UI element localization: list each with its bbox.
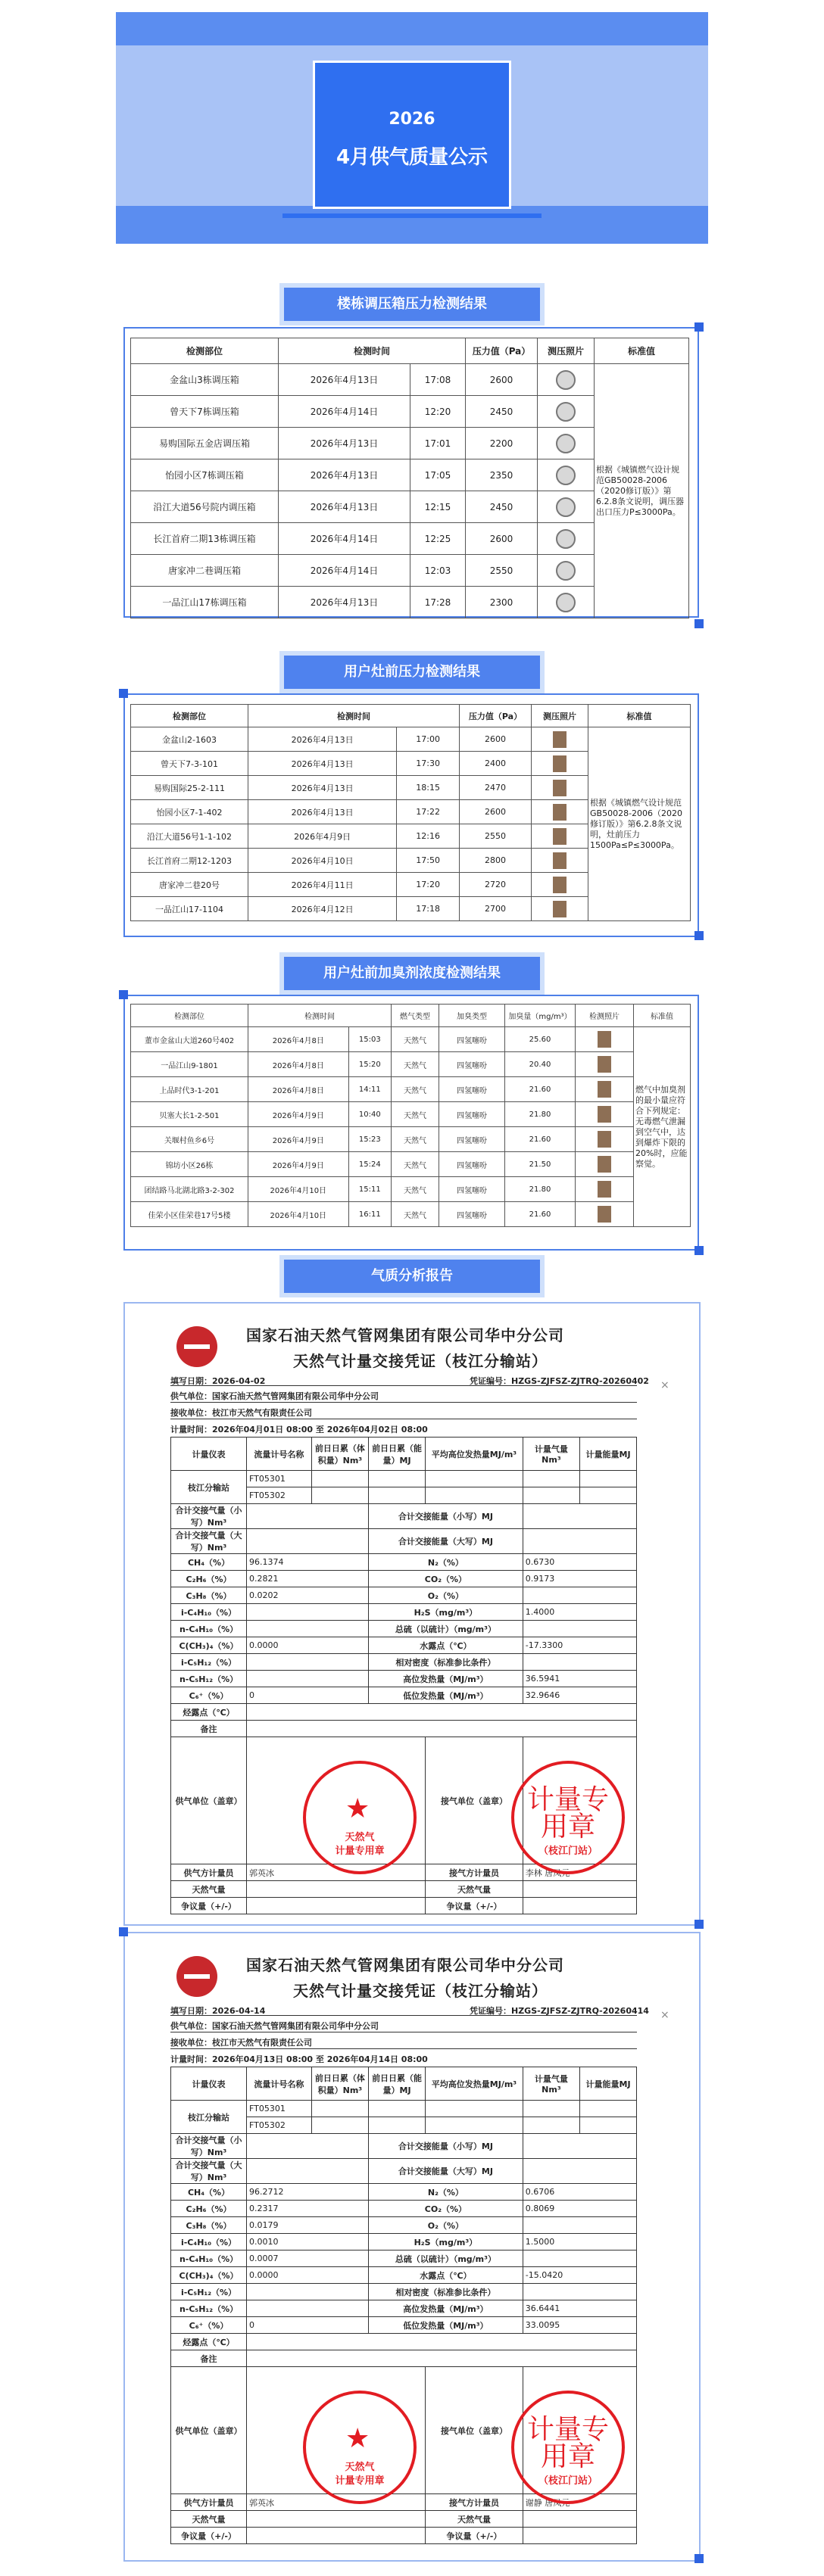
receiver-value: 枝江市天然气有限责任公司	[212, 1408, 312, 1418]
star-icon: ★	[345, 2423, 370, 2454]
stove-pressure-table	[130, 704, 691, 921]
gauge-photo	[556, 370, 576, 390]
cert-title: 天然气计量交接凭证（枝江分输站）	[293, 1982, 548, 2000]
banner	[116, 12, 708, 244]
table-row: 长江首府二期12-1203 2026年4月10日 17:50 2800	[131, 849, 691, 873]
col-header: 测压照片	[532, 705, 588, 727]
section-heading-regulator: 楼栋调压箱压力检测结果	[284, 288, 540, 321]
photo-thumbnail	[553, 755, 566, 772]
banner-strip	[282, 213, 542, 218]
table-row: 上品时代3-1-201 2026年4月8日 14:11 天然气 四氢噻吩 21.60	[131, 1077, 691, 1102]
table-row: 董市金盆山大道260号402 2026年4月8日 15:03 天然气 四氢噻吩 25.60 燃气中加臭剂的最小量应符合下列规定：无毒燃气泄漏到空气中，达到爆炸下限的20%时，应能察觉。	[131, 1027, 691, 1052]
standard-note: 燃气中加臭剂的最小量应符合下列规定：无毒燃气泄漏到空气中，达到爆炸下限的20%时，应能察觉。	[634, 1027, 691, 1227]
gauge-photo	[556, 497, 576, 517]
photo-thumbnail	[553, 852, 566, 869]
cert-company: 国家石油天然气管网集团有限公司华中分公司	[246, 1326, 564, 1344]
col-header: 测压照片	[538, 338, 595, 364]
divider	[170, 2048, 637, 2049]
section-heading-gas-analysis: 气质分析报告	[284, 1260, 540, 1293]
table-row: 团结路马北湖北路3-2-302 2026年4月10日 15:11 天然气 四氢噻吩 21.80	[131, 1177, 691, 1202]
table-row: 长江首府二期13栋调压箱 2026年4月14日 12:25 2600	[131, 523, 689, 555]
table-row: 怡园小区7-1-402 2026年4月13日 17:22 2600	[131, 800, 691, 824]
gauge-photo	[556, 561, 576, 581]
cert-code: 凭证编号：HZGS-ZJFSZ-ZJTRQ-20260402	[470, 1376, 649, 1386]
photo-thumbnail	[598, 1131, 611, 1148]
star-icon: ★	[345, 1793, 370, 1824]
table-row: 贝塞大长1-2-501 2026年4月9日 10:40 天然气 四氢噻吩 21.80	[131, 1102, 691, 1127]
table-row: 一品江山17-1104 2026年4月12日 17:18 2700	[131, 897, 691, 921]
col-header: 标准值	[595, 338, 689, 364]
col-header: 标准值	[588, 705, 691, 727]
cert-period: 计量时间：2026年04月01日 08:00 至 2026年04月02日 08:00	[170, 1425, 428, 1434]
col-header: 加臭量（mg/m³）	[505, 1005, 576, 1027]
photo-thumbnail	[553, 780, 566, 796]
col-header: 检测时间	[248, 1005, 392, 1027]
table-row: 关堰村鱼乡6号 2026年4月9日 15:23 天然气 四氢噻吩 21.60	[131, 1127, 691, 1152]
photo-thumbnail	[598, 1156, 611, 1173]
photo-thumbnail	[598, 1206, 611, 1223]
gauge-photo	[556, 434, 576, 453]
corner-square	[694, 2554, 704, 2563]
corner-square	[119, 1927, 128, 1936]
table-row: 沿江大道56号院内调压箱 2026年4月13日 12:15 2450	[131, 491, 689, 523]
col-header: 检测时间	[279, 338, 466, 364]
col-header: 标准值	[634, 1005, 691, 1027]
official-seal-receiver: 计量专用章 （枝江门站）	[511, 1761, 625, 1874]
col-header: 检测部位	[131, 705, 248, 727]
photo-thumbnail	[598, 1106, 611, 1123]
section-heading-odorant: 用户灶前加臭剂浓度检测结果	[284, 957, 540, 990]
official-seal-receiver: 计量专用章 （枝江门站）	[511, 2391, 625, 2504]
odorant-table	[130, 1004, 691, 1227]
official-seal-supplier: ★ 天然气 计量专用章	[303, 2391, 417, 2504]
cert-date: 填写日期：2026-04-02	[170, 1376, 266, 1386]
receiver-label: 接收单位：	[170, 2038, 212, 2048]
table-row: 金盆山2-1603 2026年4月13日 17:00 2600 根据《城镇燃气设计规范GB50028-2006（2020修订版）》第6.2.8条文说明，灶前压力1500Pa≤P≤3000Pa。	[131, 727, 691, 752]
photo-thumbnail	[553, 828, 566, 845]
photo-thumbnail	[598, 1181, 611, 1198]
photo-thumbnail	[553, 901, 566, 917]
corner-square	[694, 322, 704, 332]
close-icon[interactable]: ×	[660, 2009, 670, 2021]
cert-date: 填写日期：2026-04-14	[170, 2006, 266, 2016]
divider	[170, 1385, 637, 1386]
regulator-pressure-table	[130, 338, 689, 618]
certificate-1	[133, 1310, 663, 1920]
photo-thumbnail	[553, 877, 566, 893]
certificate-2	[133, 1939, 663, 2554]
cert-company: 国家石油天然气管网集团有限公司华中分公司	[246, 1956, 564, 1974]
table-row: 曾天下7-3-101 2026年4月13日 17:30 2400	[131, 752, 691, 776]
banner-title-box	[313, 61, 511, 209]
gauge-photo	[556, 466, 576, 485]
cert-code: 凭证编号：HZGS-ZJFSZ-ZJTRQ-20260414	[470, 2006, 649, 2016]
photo-thumbnail	[553, 731, 566, 748]
col-header: 压力值（Pa）	[460, 705, 532, 727]
supplier-label: 供气单位：	[170, 2021, 212, 2031]
close-icon[interactable]: ×	[660, 1379, 670, 1391]
col-header: 加臭类型	[439, 1005, 505, 1027]
company-logo	[176, 1956, 217, 1997]
gauge-photo	[556, 529, 576, 549]
photo-thumbnail	[598, 1056, 611, 1073]
col-header: 燃气类型	[392, 1005, 439, 1027]
cert-period: 计量时间：2026年04月13日 08:00 至 2026年04月14日 08:00	[170, 2054, 428, 2064]
col-header: 压力值（Pa）	[466, 338, 538, 364]
receiver-label: 接收单位：	[170, 1408, 212, 1418]
corner-square	[119, 689, 128, 698]
standard-note: 根据《城镇燃气设计规范GB50028-2006（2020修订版）》第6.2.8条文说明，调压器出口压力P≤3000Pa。	[595, 364, 689, 618]
table-row: 唐家冲二巷调压箱 2026年4月14日 12:03 2550	[131, 555, 689, 587]
table-row: 佳荣小区佳荣巷17号5楼 2026年4月10日 16:11 天然气 四氢噻吩 21.60	[131, 1202, 691, 1227]
table-row: 沿江大道56号1-1-102 2026年4月9日 12:16 2550	[131, 824, 691, 849]
corner-square	[694, 1920, 704, 1929]
photo-thumbnail	[598, 1031, 611, 1048]
table-row: 唐家冲二巷20号 2026年4月11日 17:20 2720	[131, 873, 691, 897]
gauge-photo	[556, 593, 576, 612]
metering-table: 计量仪表 流量计号名称 前日日累（体积量）Nm³ 前日日累（能量）MJ 平均高位发热量MJ/m³ 计量气量Nm³ 计量能量MJ 枝江分输站 FT05301 FT05302 合计交接气量（小写）Nm³ 合计交接能量（小写）MJ 合计交接气量（大写）Nm³ 合计交接能量（大写）MJ CH₄（%） 96.1374 N₂（%） 0.6730 C₂H₆（%） 0.2821 CO₂（%） 0.9173 C₃H₈（%） 0.0202 O₂（%） i-C₄H₁₀（%） H₂S（mg/m³） 1.4000 n-C₄H₁₀（%） 总硫（以硫计）（mg/m³） C(CH₃)₄（%） 0.0000 水露点（℃） -17.3300 i-C₅H₁₂（%） 相对密度（标准参比条件） n-C₅H₁₂（%） 高位发热量（MJ/m³） 36.5941 C₆⁺（%） 0 低位发热量（MJ/m³） 32.9646 烃露点（℃） 备注 供气单位（盖章） 接气单位（盖章） 供气方计量员 郭英冰 接气方计量员 李林 唐凤元 天然气量 天然气量 争议量（+/-） 争议量（+/-）	[170, 1437, 637, 1914]
corner-square	[119, 990, 128, 999]
supplier-value: 国家石油天然气管网集团有限公司华中分公司	[212, 2021, 379, 2031]
supplier-value: 国家石油天然气管网集团有限公司华中分公司	[212, 1391, 379, 1401]
corner-square	[694, 619, 704, 628]
table-row: 曾天下7栋调压箱 2026年4月14日 12:20 2450	[131, 396, 689, 428]
banner-title: 4月供气质量公示	[336, 146, 488, 169]
table-row: 易购国际五金店调压箱 2026年4月13日 17:01 2200	[131, 428, 689, 459]
table-row: 金盆山3栋调压箱 2026年4月13日 17:08 2600 根据《城镇燃气设计规范GB50028-2006（2020修订版）》第6.2.8条文说明，调压器出口压力P≤3000Pa。	[131, 364, 689, 396]
receiver-value: 枝江市天然气有限责任公司	[212, 2038, 312, 2048]
corner-square	[694, 931, 704, 940]
gauge-photo	[556, 402, 576, 422]
col-header: 检测照片	[576, 1005, 634, 1027]
photo-thumbnail	[598, 1081, 611, 1098]
table-row: 易购国际25-2-111 2026年4月13日 18:15 2470	[131, 776, 691, 800]
cert-title: 天然气计量交接凭证（枝江分输站）	[293, 1352, 548, 1370]
divider	[170, 2015, 637, 2016]
table-row: 怡园小区7栋调压箱 2026年4月13日 17:05 2350	[131, 459, 689, 491]
standard-note: 根据《城镇燃气设计规范GB50028-2006（2020修订版）》第6.2.8条文说明，灶前压力1500Pa≤P≤3000Pa。	[588, 727, 691, 921]
photo-thumbnail	[553, 804, 566, 821]
section-heading-stove-pressure: 用户灶前压力检测结果	[284, 656, 540, 689]
company-logo	[176, 1326, 217, 1367]
col-header: 检测部位	[131, 1005, 248, 1027]
corner-square	[694, 1246, 704, 1255]
banner-year: 2026	[389, 110, 435, 129]
table-row: 锦坊小区26栋 2026年4月9日 15:24 天然气 四氢噻吩 21.50	[131, 1152, 691, 1177]
table-row: 一品江山17栋调压箱 2026年4月13日 17:28 2300	[131, 587, 689, 618]
col-header: 检测时间	[248, 705, 460, 727]
supplier-label: 供气单位：	[170, 1391, 212, 1401]
divider	[170, 1402, 637, 1403]
metering-table: 计量仪表 流量计号名称 前日日累（体积量）Nm³ 前日日累（能量）MJ 平均高位发热量MJ/m³ 计量气量Nm³ 计量能量MJ 枝江分输站 FT05301 FT05302 合计交接气量（小写）Nm³ 合计交接能量（小写）MJ 合计交接气量（大写）Nm³ 合计交接能量（大写）MJ CH₄（%） 96.2712 N₂（%） 0.6706 C₂H₆（%） 0.2317 CO₂（%） 0.8069 C₃H₈（%） 0.0179 O₂（%） i-C₄H₁₀（%） 0.0010 H₂S（mg/m³） 1.5000 n-C₄H₁₀（%） 0.0007 总硫（以硫计）（mg/m³） C(CH₃)₄（%） 0.0000 水露点（℃） -15.0420 i-C₅H₁₂（%） 相对密度（标准参比条件） n-C₅H₁₂（%） 高位发热量（MJ/m³） 36.6441 C₆⁺（%） 0 低位发热量（MJ/m³） 33.0095 烃露点（℃） 备注 供气单位（盖章） 接气单位（盖章） 供气方计量员 郭英冰 接气方计量员 谢静 唐凤元 天然气量 天然气量 争议量（+/-） 争议量（+/-）	[170, 2067, 637, 2544]
col-header: 检测部位	[131, 338, 279, 364]
official-seal-supplier: ★ 天然气 计量专用章	[303, 1761, 417, 1874]
table-row: 一品江山9-1801 2026年4月8日 15:20 天然气 四氢噻吩 20.40	[131, 1052, 691, 1077]
